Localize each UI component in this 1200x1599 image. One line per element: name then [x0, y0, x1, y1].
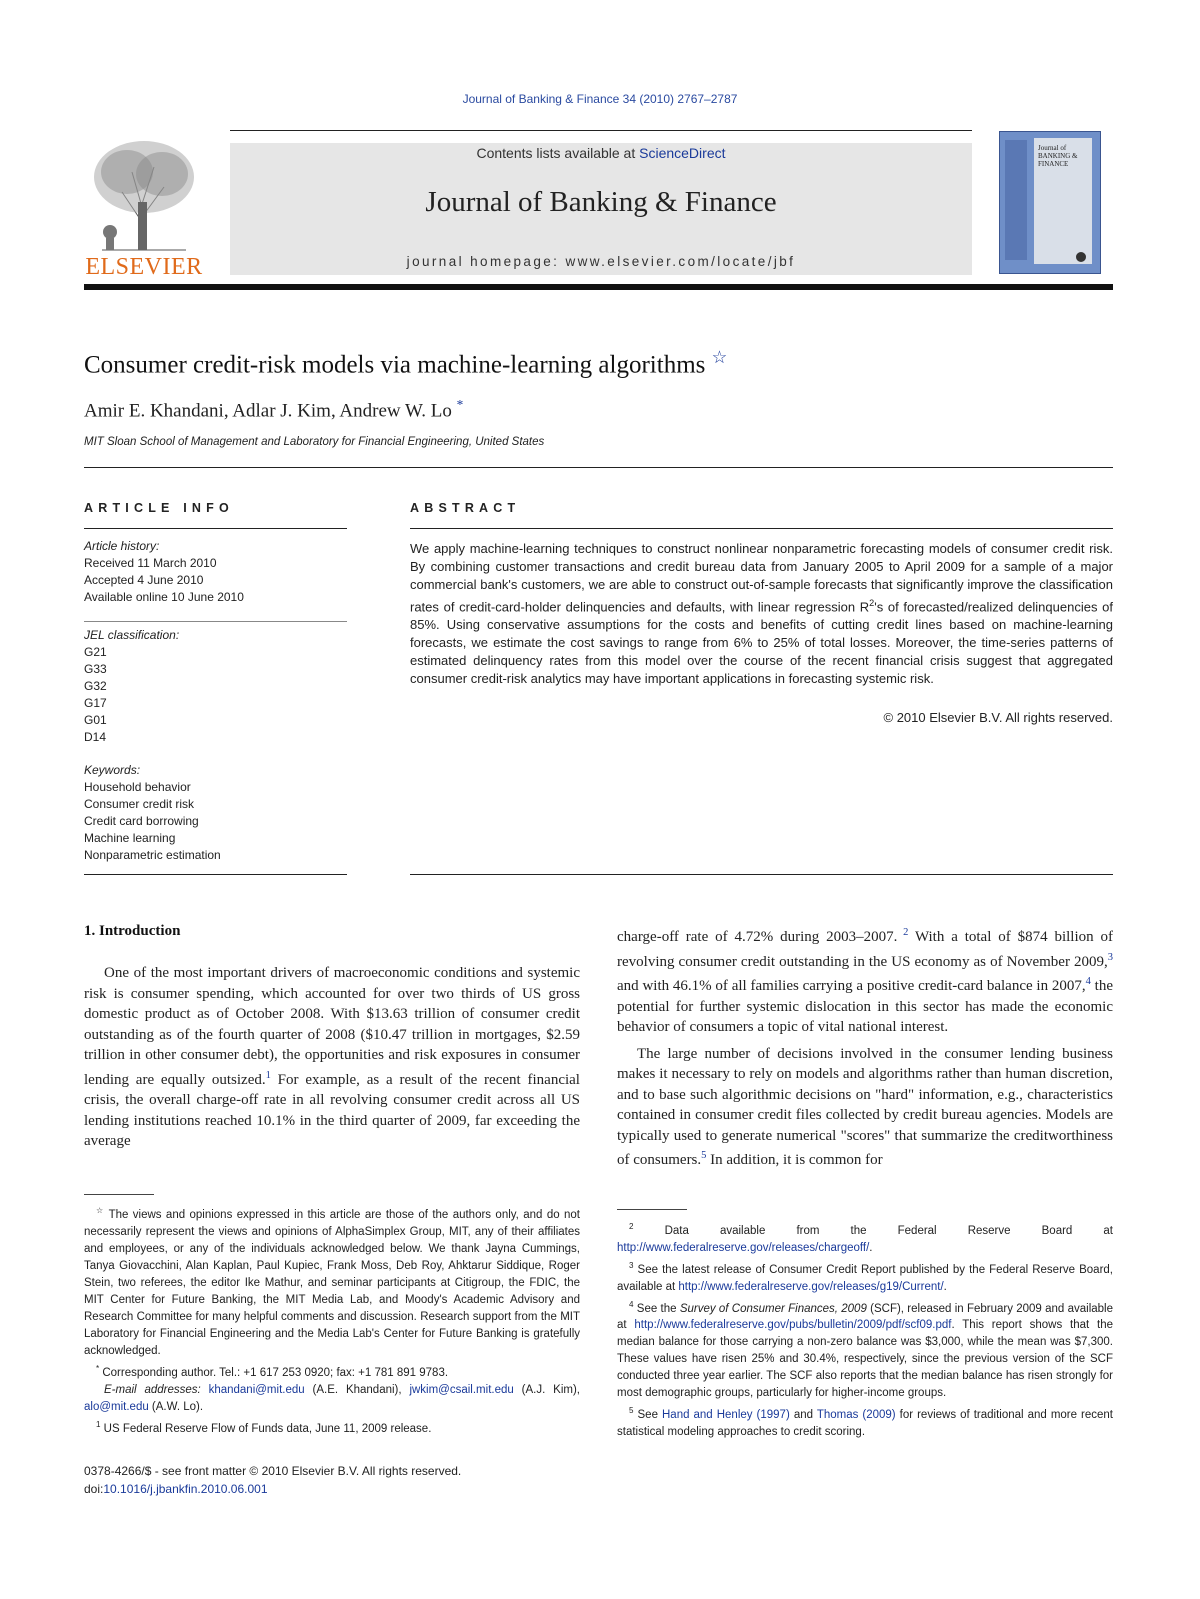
footnote-5 — [617, 1402, 1113, 1441]
article-title — [84, 347, 727, 379]
header-bottom-rule — [84, 284, 1113, 290]
fn-mark: 5 — [629, 1406, 634, 1416]
footnote-text: for reviews of traditional and more recent statistical modeling approaches to credit scoring. — [617, 1409, 1114, 1439]
authors-text: Amir E. Khandani, Adlar J. Kim, Andrew W. Lo — [84, 400, 452, 422]
introduction-heading: 1. Introduction — [84, 923, 181, 939]
intro-text: For example, as a result of the recent financial crisis, the overall charge-off rate in all revolving consumer credit across all US lending institutions reached 10.1% in the third quarter of 2009, far exceeding the average — [84, 1071, 580, 1149]
footnote-rule-right — [617, 1209, 687, 1210]
jel-code: G01 — [84, 713, 107, 727]
footnote-text: See — [633, 1409, 662, 1422]
footnote-2 — [617, 1218, 1113, 1257]
cover-panel — [1034, 138, 1092, 264]
footnote-text: US Federal Reserve Flow of Funds data, June 11, 2009 release. — [100, 1422, 432, 1435]
jel-code: G33 — [84, 662, 107, 676]
email-label: E-mail addresses: — [104, 1383, 201, 1396]
footnote-text: . — [943, 1280, 947, 1293]
jel-code: G17 — [84, 696, 107, 710]
jel-code: G21 — [84, 645, 107, 659]
corr-mark: * — [96, 1363, 100, 1373]
article-info-heading: ARTICLE INFO — [84, 501, 234, 515]
email-kim[interactable]: jwkim@csail.mit.edu — [409, 1383, 514, 1396]
footnote-text: Corresponding author. Tel.: +1 617 253 0920; fax: +1 781 891 9783. — [99, 1366, 449, 1379]
intro-text: One of the most important drivers of macroeconomic conditions and systemic risk is consumer spending, which accounted for over two thirds of US gross domestic product as of October 2008. With $13.63 trillion of consumer credit outstanding as of the fourth quarter of 2008 ($10.47 trillion in mortgages, $2.59 trillion in other consumer debt), the opportunities and risk exposures in consumer lending are equally outsized. — [84, 965, 580, 1088]
fn-mark: 4 — [629, 1299, 634, 1309]
header-top-rule — [230, 130, 972, 131]
abstract-copyright: © 2010 Elsevier B.V. All rights reserved. — [883, 710, 1113, 725]
keyword: Nonparametric estimation — [84, 848, 221, 862]
footnote-3 — [617, 1257, 1113, 1296]
footnote-corresponding — [84, 1360, 580, 1382]
history-accepted: Accepted 4 June 2010 — [84, 573, 204, 587]
sciencedirect-link[interactable]: ScienceDirect — [639, 145, 726, 161]
jel-code: D14 — [84, 730, 107, 744]
intro-text: The large number of decisions involved in the consumer lending business makes it necessary to rely on models and algorithms rather than human discretion, and to base such algorithmic decisions on "hard" information, e.g., characteristics contained in consumer credit files collected by credit bureau agencies. Models are typically used to generate numerical "scores" that summarize the creditworthiness of consumers. — [617, 1045, 1113, 1168]
footnote-text: See the — [633, 1302, 680, 1315]
footnote-text: See the latest release of Consumer Credit Report published by the Federal Reserve Board, available at — [617, 1263, 1113, 1293]
abstract-heading: ABSTRACT — [410, 501, 521, 515]
abstract-rule — [410, 528, 1113, 529]
footnote-ref-1[interactable]: 1 — [265, 1069, 271, 1081]
abstract-part-1: We apply machine-learning techniques to construct nonlinear nonparametric forecasting models of consumer credit risk. By combining customer transactions and credit bureau data from January 2005 to April 2009 for a sample of a major commercial bank's customers, we are able to construct out-of-sample forecasts that significantly improve the classification rates of credit-card-holder delinquencies and defaults, with linear regression R — [410, 541, 1113, 615]
footnote-4 — [617, 1296, 1113, 1403]
doi-link[interactable]: 10.1016/j.jbankfin.2010.06.001 — [103, 1482, 268, 1496]
fn-mark: 2 — [629, 1222, 634, 1231]
footnote-text: . — [869, 1241, 873, 1254]
intro-left-column — [84, 963, 580, 1152]
intro-text: the potential for further systemic dislocation in this sector has made the economic behavior of consumers a topic of vital national interest. — [617, 978, 1114, 1035]
footnote-ref-3[interactable]: 3 — [1107, 951, 1113, 963]
jel-code: G32 — [84, 679, 107, 693]
intro-paragraph-1-cont — [617, 923, 1113, 1038]
star-note-icon: ☆ — [96, 1206, 105, 1215]
email-khandani[interactable]: khandani@mit.edu — [208, 1383, 305, 1396]
title-note-marker[interactable]: ☆ — [711, 347, 728, 367]
keyword: Machine learning — [84, 831, 176, 845]
survey-title: Survey of Consumer Finances, 2009 — [679, 1302, 867, 1315]
history-received: Received 11 March 2010 — [84, 556, 217, 570]
doi-line — [84, 1480, 461, 1498]
title-bottom-rule — [84, 467, 1113, 468]
footnotes-right — [617, 1218, 1113, 1441]
email-lo[interactable]: alo@mit.edu — [84, 1400, 149, 1413]
email-owner: (A.W. Lo). — [148, 1400, 204, 1413]
abstract-text — [410, 540, 1113, 688]
doi-label: doi: — [84, 1482, 104, 1496]
author-affiliation: MIT Sloan School of Management and Laboratory for Financial Engineering, United States — [84, 436, 545, 448]
jel-classification — [84, 627, 354, 746]
intro-text: With a total of $874 billion of revolving consumer credit outstanding in the US economy as of November 2009, — [617, 929, 1113, 970]
homepage-prefix: journal homepage: — [406, 254, 566, 269]
chargeoff-link[interactable]: http://www.federalreserve.gov/releases/chargeoff/ — [617, 1241, 870, 1254]
footnote-text: . This report shows that the median balance for those carrying a non-zero balance was $3,000, while the mean was $7,300. These values have risen 25% and 30.4%, respectively, since the previous version of the SCF conducted three year earlier. The SCF also reports that the median balance has risen strongly for most demographic groups, particularly for higher-income groups. — [617, 1319, 1113, 1400]
contents-line — [230, 145, 972, 161]
intro-paragraph-2 — [617, 1044, 1113, 1171]
fn-mark: 1 — [96, 1419, 101, 1429]
article-authors — [84, 397, 463, 422]
footnote-rule-left — [84, 1194, 154, 1195]
journal-title: Journal of Banking & Finance — [425, 186, 777, 218]
footnote-text: The views and opinions expressed in this article are those of the authors only, and do not necessarily represent the views and opinions of AlphaSimplex Group, MIT, any of their affiliates and employees, or any of the individuals acknowledged below. We thank Jayna Cummings, Tanya Giovacchini, Alan Kaplan, Paul Kupiec, Frank Moss, Deb Roy, Ahktarur Siddique, Roger Stein, two referees, the editor Ike Mathur, and seminar participants at Citigroup, the FDIC, the MIT Center for Future Banking, the MIT Media Lab, and Moody's Academic Advisory and Research Committee for many helpful comments and discussion. Research support from the MIT Laboratory for Financial Engineering and the Media Lab's Center for Future Banking is gratefully acknowledged. — [84, 1208, 580, 1357]
footnote-text: and — [789, 1409, 817, 1422]
footnote-emails — [84, 1382, 580, 1416]
history-label: Article history: — [84, 539, 160, 553]
journal-reference[interactable]: Journal of Banking & Finance 34 (2010) 2767–2787 — [462, 92, 738, 106]
elsevier-wordmark: ELSEVIER — [85, 254, 203, 280]
intro-paragraph-1 — [84, 963, 580, 1152]
footnote-ref-4[interactable]: 4 — [1085, 976, 1091, 987]
footnote-ref-5[interactable]: 5 — [701, 1150, 707, 1161]
jel-label: JEL classification: — [84, 628, 180, 642]
cover-badge-icon — [1076, 252, 1086, 262]
cover-strip — [1005, 140, 1027, 260]
keyword: Consumer credit risk — [84, 797, 195, 811]
footnote-ref-2[interactable]: 2 — [903, 927, 909, 938]
footnote-text: (SCF), released in February 2009 and available at — [617, 1302, 1113, 1332]
intro-text: In addition, it is common for — [706, 1152, 883, 1168]
scf-link[interactable]: http://www.federalreserve.gov/pubs/bulletin/2009/pdf/scf09.pdf — [634, 1319, 952, 1332]
abstract-part-2: 's of forecasted/realized delinquencies of 85%. Using conservative assumptions for the costs and benefits of cutting credit lines based on machine-learning forecasts, we estimate the cost savings to range from 6% to 25% of total losses. Moreover, the time-series patterns of estimated delinquency rates from this model over the course of the recent financial crisis suggest that aggregated consumer credit-risk analytics may have important applications in forecasting systemic risk. — [410, 599, 1113, 687]
corresponding-author-marker[interactable]: * — [456, 397, 464, 412]
history-rule — [84, 621, 347, 622]
front-matter-note — [84, 1462, 461, 1498]
article-title-text: Consumer credit-risk models via machine-learning algorithms — [84, 351, 706, 379]
article-info-bottom-rule — [84, 874, 347, 875]
citation-thomas[interactable]: Thomas (2009) — [816, 1409, 896, 1422]
article-info-rule — [84, 528, 347, 529]
footnote-1 — [84, 1416, 580, 1438]
homepage-url[interactable]: www.elsevier.com/locate/jbf — [565, 254, 796, 269]
intro-text: charge-off rate of 4.72% during 2003–2007. — [617, 929, 898, 945]
footnote-text: Data available from the Federal Reserve Board at — [633, 1224, 1113, 1237]
intro-right-column — [617, 923, 1113, 1171]
footnote-star — [84, 1202, 580, 1360]
cover-title: Journal of BANKING & FINANCE — [1038, 144, 1078, 168]
journal-homepage — [230, 254, 972, 269]
contents-prefix: Contents lists available at — [476, 145, 640, 161]
keyword: Credit card borrowing — [84, 814, 199, 828]
article-history — [84, 538, 354, 606]
email-owner: (A.E. Khandani), — [304, 1383, 410, 1396]
keywords-label: Keywords: — [84, 763, 141, 777]
abstract-bottom-rule — [410, 874, 1113, 875]
email-owner: (A.J. Kim), — [513, 1383, 580, 1396]
footnotes-left — [84, 1202, 580, 1437]
history-online: Available online 10 June 2010 — [84, 590, 244, 604]
g19-link[interactable]: http://www.federalreserve.gov/releases/g19/Current/ — [678, 1280, 944, 1293]
issn-line: 0378-4266/$ - see front matter © 2010 Elsevier B.V. All rights reserved. — [84, 1464, 462, 1478]
r-squared-superscript: 2 — [869, 598, 875, 608]
journal-cover-thumbnail — [999, 131, 1101, 274]
intro-text: and with 46.1% of all families carrying a positive credit-card balance in 2007, — [617, 978, 1086, 994]
fn-mark: 3 — [629, 1260, 634, 1270]
keywords — [84, 762, 354, 864]
keyword: Household behavior — [84, 780, 191, 794]
citation-hand-henley[interactable]: Hand and Henley (1997) — [662, 1409, 790, 1422]
